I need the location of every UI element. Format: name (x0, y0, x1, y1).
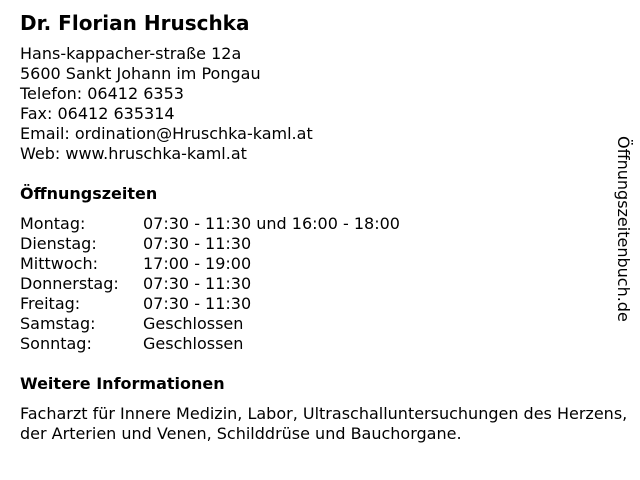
hours-time: 07:30 - 11:30 (143, 274, 252, 293)
hours-day: Freitag: (20, 294, 81, 313)
hours-day: Montag: (20, 214, 86, 233)
opening-hours-table (20, 214, 400, 354)
further-info-text: Facharzt für Innere Medizin, Labor, Ultraschalluntersuchungen des Herzens, der Arterien und Venen, Schilddrüse und Bauchorgane. (20, 404, 628, 443)
street-address: Hans-kappacher-straße 12a (20, 44, 242, 63)
hours-time: Geschlossen (143, 334, 244, 353)
hours-day: Donnerstag: (20, 274, 119, 293)
fax-line: Fax: 06412 635314 (20, 104, 175, 123)
hours-time: 07:30 - 11:30 und 16:00 - 18:00 (143, 214, 400, 233)
hours-row (20, 314, 400, 334)
hours-row (20, 214, 400, 234)
page-title: Dr. Florian Hruschka (20, 11, 250, 35)
email-line: Email: ordination@Hruschka-kaml.at (20, 124, 313, 143)
hours-day: Sonntag: (20, 334, 92, 353)
hours-time: 17:00 - 19:00 (143, 254, 252, 273)
hours-time: 07:30 - 11:30 (143, 294, 252, 313)
further-info-heading: Weitere Informationen (20, 374, 225, 393)
contact-block (20, 44, 313, 164)
hours-time: Geschlossen (143, 314, 244, 333)
web-line: Web: www.hruschka-kaml.at (20, 144, 247, 163)
hours-day: Mittwoch: (20, 254, 98, 273)
phone-line: Telefon: 06412 6353 (20, 84, 184, 103)
hours-day: Dienstag: (20, 234, 97, 253)
hours-row (20, 274, 400, 294)
hours-time: 07:30 - 11:30 (143, 234, 252, 253)
hours-row (20, 294, 400, 314)
city-address: 5600 Sankt Johann im Pongau (20, 64, 261, 83)
hours-row (20, 234, 400, 254)
opening-hours-heading: Öffnungszeiten (20, 184, 158, 203)
hours-row (20, 334, 400, 354)
hours-day: Samstag: (20, 314, 96, 333)
site-watermark-label: Öffnungszeitenbuch.de (614, 136, 633, 322)
hours-row (20, 254, 400, 274)
